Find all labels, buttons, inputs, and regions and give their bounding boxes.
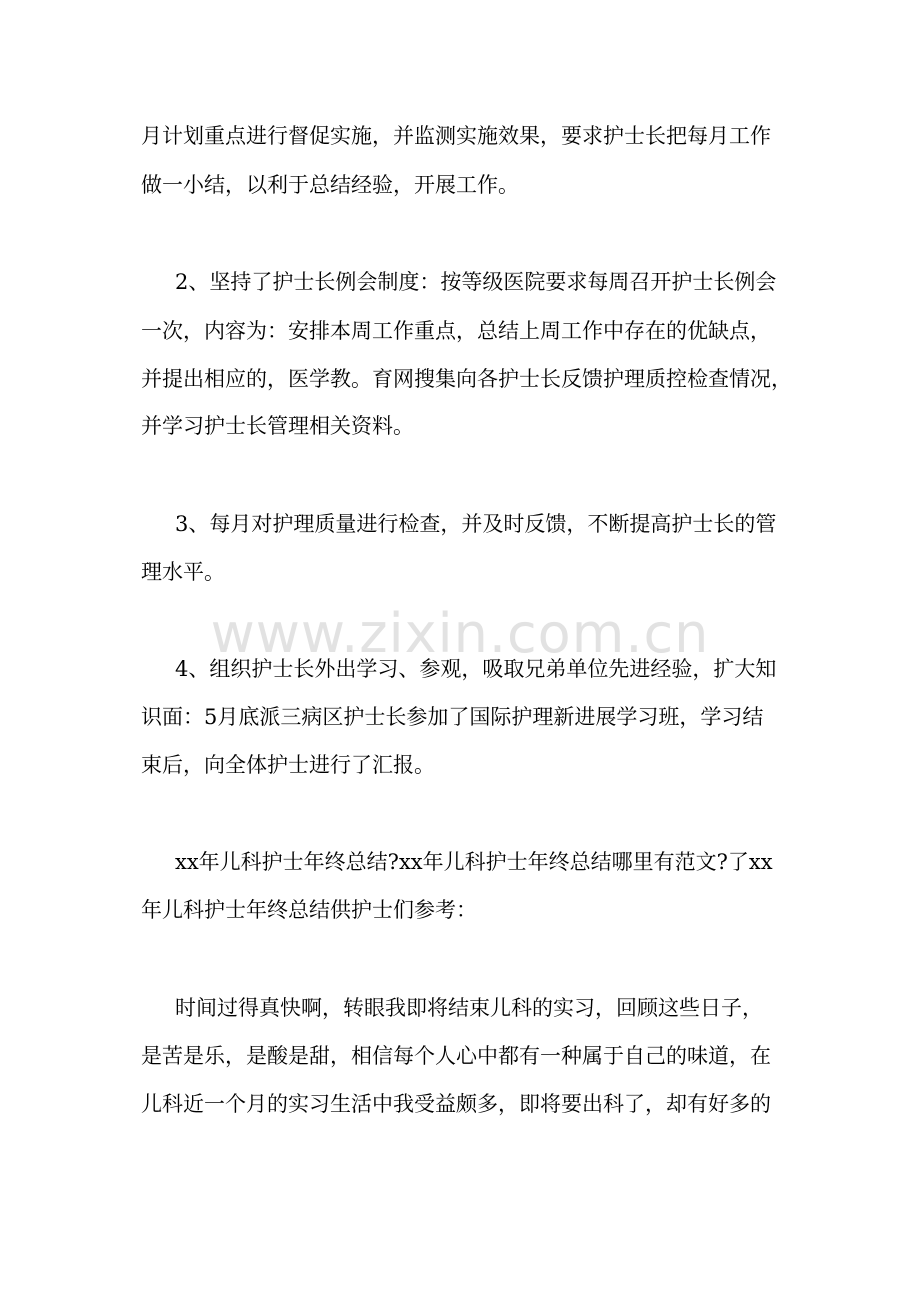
- text-line: 理水平。: [141, 560, 225, 584]
- text-line: 识面：5月底派三病区护士长参加了国际护理新进展学习班，学习结: [141, 705, 764, 729]
- text-line: 一次，内容为：安排本周工作重点，总结上周工作中存在的优缺点，: [141, 319, 771, 343]
- text-line: 3、每月对护理质量进行检查，并及时反馈，不断提高护士长的管: [175, 512, 777, 536]
- text-line: 月计划重点进行督促实施，并监测实施效果，要求护士长把每月工作: [141, 124, 771, 148]
- text-line: 年儿科护士年终总结供护士们参考：: [141, 898, 477, 922]
- watermark: www.zixin.com.cn: [210, 602, 710, 665]
- text-line: 束后，向全体护士进行了汇报。: [141, 753, 435, 777]
- text-line: xx年儿科护士年终总结?xx年儿科护士年终总结哪里有范文?了xx: [175, 850, 773, 874]
- text-line: 4、组织护士长外出学习、参观，吸取兄弟单位先进经验，扩大知: [175, 657, 777, 681]
- text-line: 是苦是乐，是酸是甜，相信每个人心中都有一种属于自己的味道，在: [141, 1044, 771, 1068]
- text-line: 并提出相应的，医学教。育网搜集向各护士长反馈护理质控检查情况，: [141, 367, 792, 391]
- text-line: 做一小结，以利于总结经验，开展工作。: [141, 173, 519, 197]
- text-line: 时间过得真快啊，转眼我即将结束儿科的实习，回顾这些日子，: [175, 996, 763, 1020]
- text-line: 并学习护士长管理相关资料。: [141, 414, 414, 438]
- text-line: 2、坚持了护士长例会制度：按等级医院要求每周召开护士长例会: [175, 270, 777, 294]
- text-line: 儿科近一个月的实习生活中我受益颇多，即将要出科了，却有好多的: [141, 1092, 771, 1116]
